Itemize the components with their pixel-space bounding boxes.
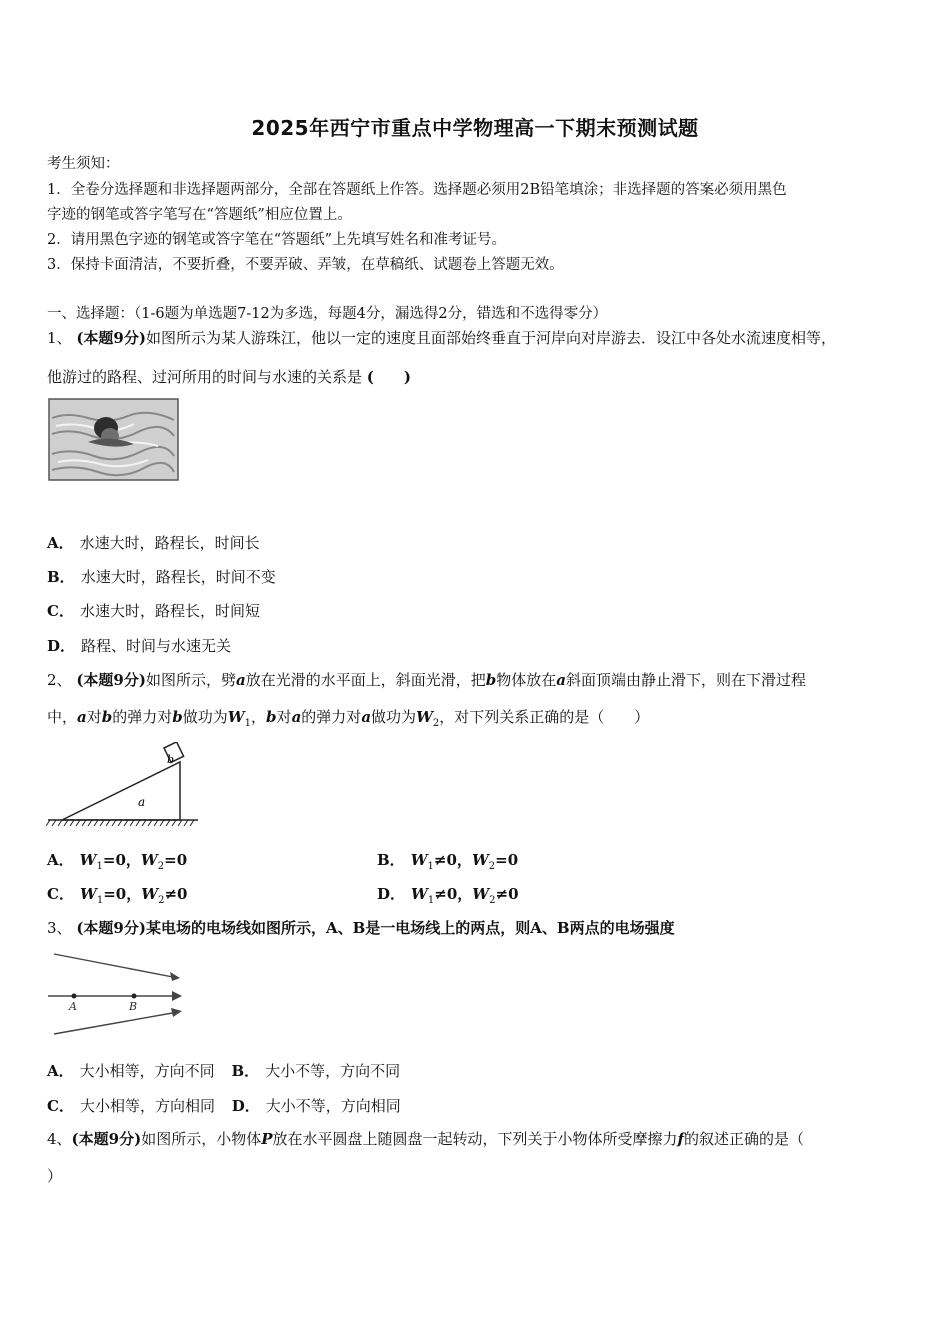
subscript: 2 <box>157 861 165 872</box>
option-label: A． <box>47 851 74 869</box>
option-label: D． <box>377 885 406 903</box>
relation: ≠0 <box>495 885 519 903</box>
var-w: W <box>471 851 489 869</box>
option-d[interactable] <box>232 1097 401 1115</box>
question-number: 1、 <box>47 329 72 347</box>
electric-field-diagram <box>46 948 186 1038</box>
option-label: C． <box>47 602 74 620</box>
option-text: 路程、时间与水速无关 <box>81 637 232 655</box>
var-w: W <box>79 851 97 869</box>
option-label: D． <box>231 1097 260 1115</box>
text: 的弹力对 <box>112 708 173 726</box>
option-label: A． <box>47 534 74 552</box>
notice-heading: 考生须知： <box>47 156 120 172</box>
option-text: 大小不等，方向相同 <box>265 1097 401 1115</box>
subscript: 2 <box>432 718 440 729</box>
question-text: 如图所示为某人游珠江，他以一定的速度且面部始终垂直于河岸向对岸游去．设江中各处水流速度相等， <box>145 329 836 347</box>
question-score: (本题9分) <box>71 1130 142 1148</box>
question-2-line-2 <box>47 706 649 729</box>
question-4-line-2: ） <box>47 1167 63 1185</box>
question-number: 3、 <box>47 919 72 937</box>
label-a: a <box>138 795 146 809</box>
option-a[interactable] <box>47 532 260 553</box>
text: 的叙述正确的是（ <box>683 1130 804 1148</box>
question-3-line-1 <box>47 917 675 938</box>
notice-item-3: 3．保持卡面清洁，不要折叠，不要弄破、弄皱，在草稿纸、试题卷上答题无效。 <box>47 257 564 273</box>
option-b[interactable] <box>47 566 276 587</box>
text: 放在水平圆盘上随圆盘一起转动，下列关于小物体所受摩擦力 <box>272 1130 678 1148</box>
page-title: 2025年西宁市重点中学物理高一下期末预测试题 <box>251 116 699 140</box>
option-text: 水速大时，路程长，时间不变 <box>80 568 276 586</box>
text: 中， <box>47 708 78 726</box>
question-score: (本题9分) <box>76 329 146 347</box>
notice-item-2: 2．请用黑色字迹的钢笔或答字笔在“答题纸”上先填写姓名和准考证号。 <box>47 232 507 248</box>
option-a[interactable] <box>47 1062 215 1080</box>
option-label: B． <box>47 568 75 586</box>
var-w: W <box>227 708 245 726</box>
option-text: 大小相等，方向相同 <box>79 1097 215 1115</box>
option-row-ab <box>47 1060 400 1081</box>
option-label: C． <box>47 885 74 903</box>
question-score: (本题9分) <box>76 671 146 689</box>
notice-item-1: 1．全卷分选择题和非选择题两部分，全部在答题纸上作答。选择题必须用2B铅笔填涂；非选择题的答案必须用黑色 <box>47 182 787 198</box>
option-text: 水速大时，路程长，时间长 <box>79 534 260 552</box>
relation: =0 <box>495 851 519 869</box>
option-label: B． <box>377 851 405 869</box>
option-d[interactable] <box>377 883 519 906</box>
var-a: a <box>77 708 87 726</box>
question-score: (本题9分) <box>76 919 146 937</box>
option-label: D． <box>47 637 76 655</box>
option-c[interactable] <box>47 1097 215 1115</box>
label-b: b <box>167 753 175 766</box>
var-b: b <box>101 708 113 726</box>
question-1-line-1 <box>47 327 836 348</box>
text: 物体放在 <box>496 671 557 689</box>
var-w: W <box>472 885 490 903</box>
option-a[interactable] <box>47 849 187 872</box>
subscript: 1 <box>96 861 103 872</box>
relation: =0 <box>164 851 188 869</box>
option-b[interactable] <box>377 849 518 872</box>
option-c[interactable] <box>47 600 260 621</box>
subscript: 2 <box>158 895 165 906</box>
question-4-line-1 <box>47 1128 804 1149</box>
relation: ≠0， <box>434 885 473 903</box>
option-label: A． <box>47 1062 74 1080</box>
text: 如图所示，劈 <box>145 671 236 689</box>
wedge-diagram <box>46 742 202 828</box>
label-b: B <box>129 1000 138 1013</box>
var-b: b <box>485 671 497 689</box>
subscript: 2 <box>489 895 496 906</box>
text: 如图所示，小物体 <box>141 1130 262 1148</box>
var-a: a <box>235 671 246 689</box>
question-text: 他游过的路程、过河所用的时间与水速的关系是 <box>47 368 363 386</box>
section-heading: 一、选择题：（1-6题为单选题7-12为多选，每题4分，漏选得2分，错选和不选得零分） <box>47 306 608 322</box>
swimmer-photo <box>48 398 180 482</box>
option-c[interactable] <box>47 883 187 906</box>
var-w: W <box>79 885 97 903</box>
subscript: 1 <box>96 895 104 906</box>
text: ，对下列关系正确的是（ ） <box>439 708 650 726</box>
var-w: W <box>411 885 428 903</box>
var-b: b <box>172 708 183 726</box>
text: 做功为 <box>182 708 228 726</box>
text: ， <box>251 708 267 726</box>
subscript: 2 <box>488 861 496 872</box>
option-label: C． <box>47 1097 74 1115</box>
subscript: 1 <box>427 861 434 872</box>
var-a: a <box>361 708 372 726</box>
var-a: a <box>556 671 566 689</box>
question-2-line-1 <box>47 669 806 690</box>
var-b: b <box>266 708 277 726</box>
var-p: P <box>261 1130 273 1148</box>
var-w: W <box>416 708 433 726</box>
question-number: 4、 <box>47 1130 72 1148</box>
option-d[interactable] <box>47 635 231 656</box>
answer-paren: ( ) <box>366 368 411 386</box>
var-w: W <box>140 851 158 869</box>
option-text: 水速大时，路程长，时间短 <box>79 602 260 620</box>
label-a: A <box>69 1000 77 1013</box>
option-row-cd <box>47 1095 401 1116</box>
notice-item-1-cont: 字迹的钢笔或答字笔写在“答题纸”相应位置上。 <box>47 207 352 223</box>
var-w: W <box>410 851 428 869</box>
text: 的弹力对 <box>301 708 362 726</box>
question-1-line-2 <box>47 366 411 387</box>
option-label: B． <box>231 1062 260 1080</box>
relation: =0， <box>102 851 141 869</box>
question-number: 2、 <box>47 671 72 689</box>
option-text: 大小相等，方向不同 <box>79 1062 215 1080</box>
text: 对 <box>86 708 102 726</box>
option-text: 大小不等，方向不同 <box>265 1062 401 1080</box>
text: 对 <box>276 708 292 726</box>
text: 放在光滑的水平面上，斜面光滑，把 <box>245 671 486 689</box>
var-a: a <box>291 708 302 726</box>
relation: ≠0 <box>164 885 188 903</box>
text: 斜面顶端由静止滑下，则在下滑过程 <box>565 671 806 689</box>
relation: ≠0， <box>433 851 472 869</box>
relation: =0， <box>103 885 142 903</box>
var-w: W <box>141 885 159 903</box>
text: 做功为 <box>371 708 417 726</box>
option-b[interactable] <box>231 1062 400 1080</box>
subscript: 1 <box>427 895 435 906</box>
subscript: 1 <box>244 718 252 729</box>
var-f: f <box>677 1130 684 1148</box>
question-text: 某电场的电场线如图所示，A、B是一电场线上的两点，则A、B两点的电场强度 <box>145 919 675 937</box>
